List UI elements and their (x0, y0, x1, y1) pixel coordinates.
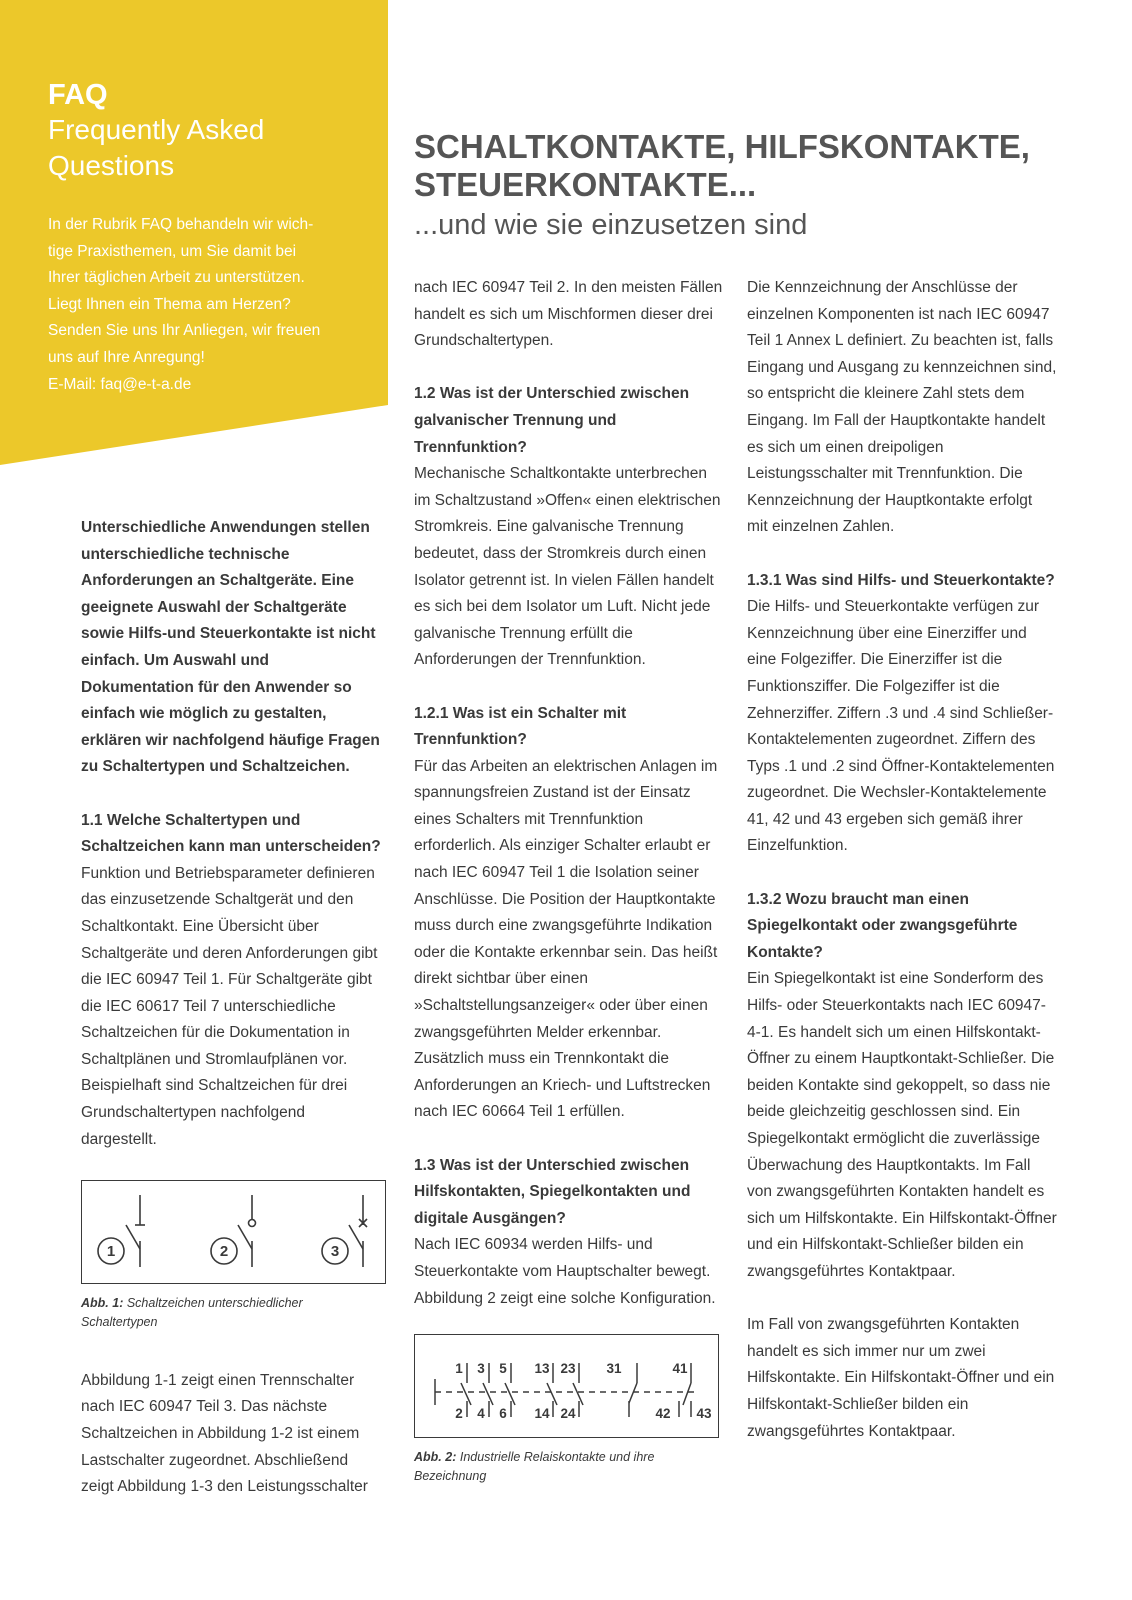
heading-1-3-1: 1.3.1 Was sind Hilfs- und Steuerkontakte? (747, 571, 1055, 589)
paragraph-after-figure-1: Abbildung 1-1 zeigt einen Trennschalter nach IEC 60947 Teil 3. Das nächste Schaltzeichen in Abbildung 1-2 ist einem Lastschalter zugeordnet. Abschließend zeigt Abbildung 1-3 den Leistungsschalter (81, 1371, 368, 1496)
terminal-label-31: 31 (606, 1361, 622, 1377)
paragraph-1-1: Funktion und Betriebsparameter definieren das einzusetzende Schaltgerät und den Schaltkontakt. Eine Übersicht über Schaltgeräte und deren Anforderungen gibt die IEC 60947 Teil 1. Für Schaltgeräte gibt die IEC 60617 Teil 7 unterschiedliche Schaltzeichen für die Dokumentation in Schaltplänen und Stromlaufplänen vor. Beispielhaft sind Schaltzeichen für drei Grundschaltertypen nachfolgend dargestellt. (81, 864, 378, 1148)
column-1 (81, 515, 381, 1501)
faq-subtitle-line: Frequently Asked (48, 114, 265, 145)
faq-intro-line: uns auf Ihre Anregung! (48, 348, 205, 366)
figure-2-relay-contacts (414, 1334, 719, 1438)
paragraph-1-3-1: Die Hilfs- und Steuerkontakte verfügen zur Kennzeichnung über eine Einerziffer und eine Folgeziffer. Die Einerziffer ist die Funktionsziffer. Die Folgeziffer ist die Zehnerziffer. Ziffern .3 und .4 sind Schließer-Kontaktelementen zugeordnet. Ziffern des Typs .1 und .2 sind Öffner-Kontaktelementen zugeordnet. Die Wechsler-Kontaktelemente 41, 42 und 43 ergeben sich gemäß ihrer Einzelfunktion. (747, 598, 1055, 855)
lead-paragraph: Unterschiedliche Anwendungen stellen unterschiedliche technische Anforderungen an Schaltgeräte. Eine geeignete Auswahl der Schaltgeräte sowie Hilfs-und Steuerkontakte ist nicht einfach. Um Auswahl und Dokumentation für den Anwender so einfach wie möglich zu gestalten, erklären wir nachfolgend häufige Fragen zu Schaltertypen und Schaltzeichen. (81, 519, 380, 776)
switch-1-number: 1 (106, 1242, 116, 1260)
switch-2-load-mark (249, 1219, 256, 1226)
faq-intro-line: In der Rubrik FAQ behandeln wir wich- (48, 216, 314, 233)
column-2 (414, 275, 724, 1522)
faq-panel (48, 78, 348, 398)
aux-contact-23-blade (573, 1383, 583, 1405)
terminal-label-13: 13 (534, 1361, 550, 1377)
paragraph-1-3: Nach IEC 60934 werden Hilfs- und Steuerkontakte vom Hauptschalter bewegt. Abbildung 2 zeigt eine solche Konfiguration. (414, 1236, 716, 1307)
terminal-label-4: 4 (477, 1406, 485, 1422)
switch-2-number: 2 (219, 1242, 229, 1260)
faq-email: E-Mail: faq@e-t-a.de (48, 375, 192, 393)
aux-contact-13-blade (547, 1383, 557, 1405)
terminal-label-41: 41 (672, 1361, 688, 1377)
faq-intro (48, 212, 348, 398)
figure-2-caption (414, 1448, 724, 1486)
article-title (414, 128, 1114, 204)
switch-3-blade (349, 1225, 363, 1249)
terminal-label-5: 5 (499, 1361, 507, 1377)
caption-label: Abb. 2: (414, 1450, 457, 1465)
caption-text: Schaltzeichen unterschiedlicher Schaltertypen (81, 1295, 303, 1329)
faq-intro-line: tige Praxisthemen, um Sie damit bei (48, 242, 297, 260)
article-header (414, 128, 1114, 243)
heading-1-2-1: 1.2.1 Was ist ein Schalter mit Trennfunktion? (414, 704, 627, 749)
switch-1-blade (126, 1225, 140, 1249)
terminal-label-43: 43 (696, 1406, 712, 1422)
relay-contacts-diagram (415, 1335, 718, 1437)
heading-1-1: 1.1 Welche Schaltertypen und Schaltzeichen kann man unterscheiden? (81, 811, 381, 856)
faq-title: FAQ (48, 79, 108, 111)
caption-text: Industrielle Relaiskontakte und ihre Bezeichnung (414, 1450, 655, 1484)
terminal-label-42: 42 (655, 1406, 671, 1422)
article-title-line: STEUERKONTAKTE... (414, 166, 757, 203)
heading-1-3: 1.3 Was ist der Unterschied zwischen Hilfskontakten, Spiegelkontakten und digitale Ausgängen? (414, 1156, 691, 1227)
faq-intro-line: Liegt Ihnen ein Thema am Herzen? (48, 295, 291, 313)
terminal-label-24: 24 (560, 1406, 576, 1422)
faq-subtitle (48, 112, 348, 184)
terminal-label-6: 6 (499, 1406, 507, 1422)
terminal-label-14: 14 (534, 1406, 550, 1422)
heading-1-2: 1.2 Was ist der Unterschied zwischen galvanischer Trennung und Trennfunktion? (414, 385, 690, 456)
faq-subtitle-line: Questions (48, 150, 175, 181)
aux-contact-31-blade (629, 1383, 637, 1403)
main-contact-2-blade (483, 1383, 493, 1405)
article-subtitle: ...und wie sie einzusetzen sind (414, 209, 808, 241)
figure-1-switch-symbols (81, 1180, 386, 1284)
switch-2-blade (238, 1225, 252, 1249)
switch-symbols-diagram (82, 1181, 385, 1283)
main-contact-1-blade (461, 1383, 471, 1405)
faq-intro-line: Senden Sie uns Ihr Anliegen, wir freuen (48, 322, 321, 340)
heading-1-3-2: 1.3.2 Wozu braucht man einen Spiegelkontakt oder zwangsgeführte Kontakte? (747, 890, 1018, 961)
faq-intro-line: Ihrer täglichen Arbeit zu unterstützen. (48, 269, 305, 287)
paragraph-1-2-1: Für das Arbeiten an elektrischen Anlagen im spannungsfreien Zustand ist der Einsatz eines Schalters mit Trennfunktion erforderlich. Als einziger Schalter erlaubt er nach IEC 60947 Teil 1 die Isolation seiner Anschlüsse. Die Position der Hauptkontakte muss durch eine zwangsgeführte Indikation oder die Kontakte erkennbar sein. Das heißt direkt sichtbar über einen »Schaltstellungsanzeiger« oder über einen zwangsgeführten Melder erkennbar. Zusätzlich muss ein Trennkontakt die Anforderungen an Kriech- und Luftstrecken nach IEC 60664 Teil 1 erfüllen. (414, 757, 718, 1121)
terminal-label-2: 2 (455, 1406, 463, 1422)
paragraph-intro: Die Kennzeichnung der Anschlüsse der einzelnen Komponenten ist nach IEC 60947 Teil 1 Annex L definiert. Zu beachten ist, falls Eingang und Ausgang zu kennzeichnen sind, so entspricht die kleinere Zahl stets dem Eingang. Im Fall der Hauptkontakte handelt es sich um einen dreipoligen Leistungsschalter mit Trennfunktion. Die Kennzeichnung der Hauptkontakte erfolgt mit einzelnen Zahlen. (747, 279, 1057, 536)
paragraph-1-2: Mechanische Schaltkontakte unterbrechen im Schaltzustand »Offen« einen elektrischen Stromkreis. Eine galvanische Trennung bedeutet, dass der Stromkreis durch einen Isolator getrennt ist. In vielen Fällen handelt es sich bei dem Isolator um Luft. Nicht jede galvanische Trennung erfüllt die Anforderungen der Trennfunktion. (414, 465, 721, 669)
caption-label: Abb. 1: (81, 1295, 124, 1310)
terminal-label-23: 23 (560, 1361, 576, 1377)
article-title-line: SCHALTKONTAKTE, HILFSKONTAKTE, (414, 128, 1030, 165)
main-contact-3-blade (505, 1383, 515, 1405)
terminal-label-3: 3 (477, 1361, 485, 1377)
column-3 (747, 275, 1057, 1445)
terminal-label-1: 1 (455, 1361, 463, 1377)
switch-3-number: 3 (330, 1242, 340, 1260)
paragraph-continued: nach IEC 60947 Teil 2. In den meisten Fällen handelt es sich um Mischformen dieser drei Grundschaltertypen. (414, 279, 723, 350)
paragraph-1-3-2: Ein Spiegelkontakt ist eine Sonderform des Hilfs- oder Steuerkontakts nach IEC 60947-4-1. Es handelt sich um einen Hilfskontakt-Öffner zu einem Hauptkontakt-Schließer. Die beiden Kontakte sind gekoppelt, so dass nie beide gleichzeitig geschlossen sind. Ein Spiegelkontakt ermöglicht die zuverlässige Überwachung des Hauptkontakts. Im Fall von zwangsgeführten Kontakten handelt es sich um Hilfskontakte. Ein Hilfskontakt-Öffner und ein Hilfskontakt-Schließer bilden ein zwangsgeführtes Kontaktpaar. (747, 970, 1057, 1280)
paragraph-last: Im Fall von zwangsgeführten Kontakten handelt es sich immer nur um zwei Hilfskontakte. Ein Hilfskontakt-Öffner und ein Hilfskontakt-Schließer bilden ein zwangsgeführtes Kontaktpaar. (747, 1316, 1055, 1440)
figure-1-caption (81, 1294, 381, 1332)
changeover-41-blade (683, 1383, 691, 1405)
